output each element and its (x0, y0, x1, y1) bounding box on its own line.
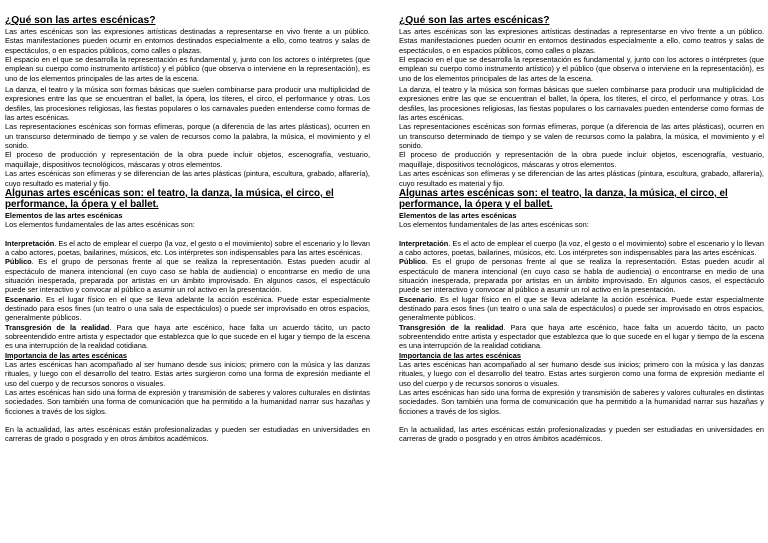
element-item (5, 257, 370, 294)
s1-paragraph: La danza, el teatro y la música son formas básicas que suelen combinarse para producir una multiplicidad de expresiones entre las que se encuentran el ballet, la ópera, los títeres, el circo, el performance y otras. Los desfiles, las procesiones religiosas, las fiestas populares o los carnavales pueden entenderse como formas de las artes escénicas. (5, 85, 370, 123)
right-column (399, 15, 764, 444)
section3-title: Importancia de las artes escénicas (5, 350, 128, 360)
element-text: . Es el lugar físico en el que se lleva adelante la acción escénica. Puede estar especialmente destinado para esos fines (un teatro o una sala de espectáculos) o puede ser improvisado en otros espacios, generalmente públicos. (399, 294, 764, 323)
element-term: Transgresión de la realidad (399, 322, 504, 332)
element-text: . Es el acto de emplear el cuerpo (la voz, el gesto o el movimiento) sobre el escenario y lo llevan a cabo actores, poetas, bailarines, músicos, etc. Los intérpretes son indispensables para las artes escénicas. (5, 238, 370, 257)
element-term: Interpretación (399, 238, 449, 248)
element-term: Público (5, 257, 32, 267)
section2-subtitle: Elementos de las artes escénicas (399, 210, 517, 220)
section2-title: Algunas artes escénicas son: el teatro, la danza, la música, el circo, el performance, la ópera y el ballet. (399, 187, 728, 211)
s1-paragraph: El espacio en el que se desarrolla la representación es fundamental y, junto con los actores o intérpretes (que emplean su cuerpo como instrumento artístico) y el público (que observa o interviene en la representación), es uno de los elementos principales de las artes de la escena. (5, 55, 370, 83)
s1-paragraph: Las artes escénicas son las expresiones artísticas destinadas a representarse en vivo frente a un público. Estas manifestaciones pueden ocurrir en entornos destinados especialmente a ello, como teatros y salas de espectáculos, o en espacios públicos, como calles o plazas. (5, 27, 370, 55)
s3-closing: En la actualidad, las artes escénicas están profesionalizadas y pueden ser estudiadas en universidades en carreras de grado o posgrado y en otros ámbitos académicos. (5, 425, 370, 444)
s3-paragraph: Las artes escénicas han acompañado al ser humano desde sus inicios; primero con la música y las danzas rituales, y luego con el desarrollo del teatro. Estas artes surgieron como una forma de expresión mediante el uso del cuerpo y de recursos sonoros o visuales. (5, 360, 370, 388)
s1-paragraph: Las representaciones escénicas son formas efímeras, porque (a diferencia de las artes plásticas), ocurren en un transcurso determinado de tiempo y se valen de recursos como la palabra, la música, el movimiento y el sonido. (399, 122, 764, 151)
section1-title: ¿Qué son las artes escénicas? (5, 15, 156, 26)
s1-paragraph: Las representaciones escénicas son formas efímeras, porque (a diferencia de las artes plásticas), ocurren en un transcurso determinado de tiempo y se valen de recursos como la palabra, la música, el movimiento y el sonido. (5, 122, 370, 151)
element-text: . Para que haya arte escénico, hace falta un acuerdo tácito, un pacto sobreentendido entre artista y espectador que establezca que lo que sucede en el lugar y tiempo de la escena es una interrupción de la realidad cotidiana. (5, 322, 371, 351)
s3-paragraph: Las artes escénicas han sido una forma de expresión y transmisión de saberes y valores culturales en distintas sociedades. Son también una forma de comunicación que ha permitido a la humanidad narrar sus hazañas y ficciones a través de los siglos. (5, 388, 370, 416)
element-text: . Para que haya arte escénico, hace falta un acuerdo tácito, un pacto sobreentendido entre artista y espectador que establezca que lo que sucede en el lugar y tiempo de la escena es una interrupción de la realidad cotidiana. (399, 322, 765, 351)
section1-title: ¿Qué son las artes escénicas? (399, 15, 550, 26)
element-item (399, 257, 764, 294)
element-term: Escenario (399, 294, 435, 304)
element-text: . Es el grupo de personas frente al que se realiza la representación. Estas pueden acudir al espectáculo de manera intencional (en cuyo caso se habla de audiencia) o encontrarse en medio de una situación inesperada, preparada por artistas en un ámbito improvisado. En algunos casos, el espectáculo puede ser interactivo y convocar al público a asumir un rol activo en la presentación. (399, 257, 764, 295)
element-text: . Es el grupo de personas frente al que se realiza la representación. Estas pueden acudir al espectáculo de manera intencional (en cuyo caso se habla de audiencia) o encontrarse en medio de una situación inesperada, preparada por artistas en un ámbito improvisado. En algunos casos, el espectáculo puede ser interactivo y convocar al público a asumir un rol activo en la presentación. (5, 257, 370, 295)
section2-intro: Los elementos fundamentales de las artes escénicas son: (399, 220, 589, 230)
s1-paragraph: El espacio en el que se desarrolla la representación es fundamental y, junto con los actores o intérpretes (que emplean su cuerpo como instrumento artístico) y el público (que observa o interviene en la representación), es uno de los elementos principales de las artes de la escena. (399, 55, 764, 83)
element-text: . Es el acto de emplear el cuerpo (la voz, el gesto o el movimiento) sobre el escenario y lo llevan a cabo actores, poetas, bailarines, músicos, etc. Los intérpretes son indispensables para las artes escénicas. (399, 238, 764, 257)
element-item (399, 295, 764, 323)
element-term: Público (399, 257, 426, 267)
section2-title: Algunas artes escénicas son: el teatro, la danza, la música, el circo, el performance, la ópera y el ballet. (5, 187, 334, 211)
element-text: . Es el lugar físico en el que se lleva adelante la acción escénica. Puede estar especialmente destinado para esos fines (un teatro o una sala de espectáculos) o puede ser improvisado en otros espacios, generalmente públicos. (5, 294, 370, 323)
s3-closing: En la actualidad, las artes escénicas están profesionalizadas y pueden ser estudiadas en universidades en carreras de grado o posgrado y en otros ámbitos académicos. (399, 425, 764, 444)
s1-paragraph: El proceso de producción y representación de la obra puede incluir objetos, escenografía, vestuario, maquillaje, dispositivos tecnológicos, máscaras y otros elementos. (399, 150, 764, 169)
section3-title: Importancia de las artes escénicas (399, 350, 522, 360)
element-term: Escenario (5, 294, 41, 304)
section2-intro: Los elementos fundamentales de las artes escénicas son: (5, 220, 195, 230)
element-term: Interpretación (5, 238, 55, 248)
s1-paragraph: El proceso de producción y representación de la obra puede incluir objetos, escenografía, vestuario, maquillaje, dispositivos tecnológicos, máscaras y otros elementos. (5, 150, 370, 169)
section2-subtitle: Elementos de las artes escénicas (5, 210, 123, 220)
s3-paragraph: Las artes escénicas han acompañado al ser humano desde sus inicios; primero con la música y las danzas rituales, y luego con el desarrollo del teatro. Estas artes surgieron como una forma de expresión mediante el uso del cuerpo y de recursos sonoros o visuales. (399, 360, 764, 388)
s1-paragraph: Las artes escénicas son efímeras y se diferencian de las artes plásticas (pintura, escultura, grabado, alfarería), cuyo resultado es material y fijo. (5, 169, 370, 188)
element-item (399, 323, 764, 351)
s3-paragraph: Las artes escénicas han sido una forma de expresión y transmisión de saberes y valores culturales en distintas sociedades. Son también una forma de comunicación que ha permitido a la humanidad narrar sus hazañas y ficciones a través de los siglos. (399, 388, 764, 416)
s1-paragraph: Las artes escénicas son efímeras y se diferencian de las artes plásticas (pintura, escultura, grabado, alfarería), cuyo resultado es material y fijo. (399, 169, 764, 188)
element-item (399, 239, 764, 258)
s1-paragraph: Las artes escénicas son las expresiones artísticas destinadas a representarse en vivo frente a un público. Estas manifestaciones pueden ocurrir en entornos destinados especialmente a ello, como teatros y salas de espectáculos, o en espacios públicos, como calles o plazas. (399, 27, 764, 55)
element-term: Transgresión de la realidad (5, 322, 110, 332)
element-item (5, 295, 370, 323)
s1-paragraph: La danza, el teatro y la música son formas básicas que suelen combinarse para producir una multiplicidad de expresiones entre las que se encuentran el ballet, la ópera, los títeres, el circo, el performance y otras. Los desfiles, las procesiones religiosas, las fiestas populares o los carnavales pueden entenderse como formas de las artes escénicas. (399, 85, 764, 123)
left-column (5, 15, 370, 444)
element-item (5, 323, 370, 351)
element-item (5, 239, 370, 258)
